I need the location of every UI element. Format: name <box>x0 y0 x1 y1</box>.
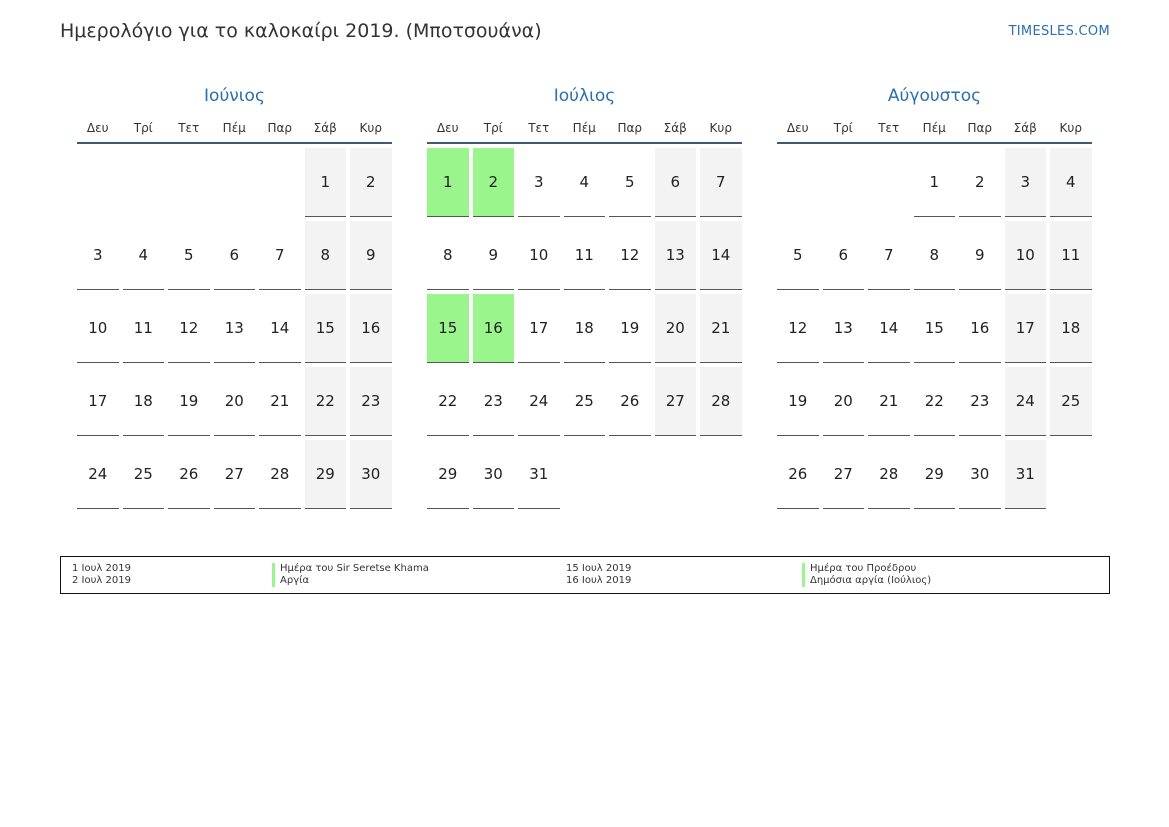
day-cell[interactable]: 9 <box>350 221 392 290</box>
day-cell[interactable]: 26 <box>609 367 651 436</box>
day-cell[interactable]: 31 <box>518 440 560 509</box>
legend-holiday-name: Αργία <box>272 575 429 587</box>
day-grid <box>77 148 392 509</box>
weekday-header <box>427 118 742 138</box>
weekday-label: Σάβ <box>313 121 337 135</box>
month-july <box>427 84 742 509</box>
day-cell[interactable]: 31 <box>1005 440 1047 509</box>
weekday-label: Δευ <box>436 121 459 135</box>
day-cell[interactable]: 17 <box>1005 294 1047 363</box>
day-cell[interactable]: 20 <box>214 367 256 436</box>
weekday-label: Τρί <box>833 121 853 135</box>
weekday-label: Τετ <box>178 121 200 135</box>
month-june <box>77 84 392 509</box>
weekday-label: Τρί <box>133 121 153 135</box>
weekday-label: Κυρ <box>1059 121 1082 135</box>
day-grid <box>777 148 1092 509</box>
day-cell[interactable]: 1 <box>305 148 347 217</box>
day-cell[interactable]: 23 <box>959 367 1001 436</box>
day-cell[interactable]: 10 <box>518 221 560 290</box>
day-cell[interactable]: 27 <box>214 440 256 509</box>
day-cell[interactable]: 25 <box>123 440 165 509</box>
day-cell[interactable]: 10 <box>77 294 119 363</box>
day-cell[interactable]: 12 <box>777 294 819 363</box>
weekday-label: Τετ <box>528 121 550 135</box>
day-cell[interactable]: 8 <box>427 221 469 290</box>
day-cell[interactable]: 23 <box>350 367 392 436</box>
day-cell[interactable]: 7 <box>259 221 301 290</box>
day-cell[interactable]: 3 <box>518 148 560 217</box>
day-cell[interactable]: 6 <box>655 148 697 217</box>
day-cell[interactable]: 16 <box>350 294 392 363</box>
legend-names-right <box>802 563 931 587</box>
day-cell[interactable]: 18 <box>564 294 606 363</box>
weekday-header <box>777 118 1092 138</box>
day-cell[interactable]: 29 <box>427 440 469 509</box>
legend-names-left <box>272 563 429 587</box>
day-cell[interactable]: 28 <box>700 367 742 436</box>
day-cell[interactable]: 15 <box>305 294 347 363</box>
day-cell[interactable]: 21 <box>259 367 301 436</box>
empty-day-cell <box>823 148 865 216</box>
day-cell[interactable]: 19 <box>168 367 210 436</box>
weekday-label: Παρ <box>967 121 993 135</box>
weekday-label: Τετ <box>878 121 900 135</box>
legend-date: 2 Ιουλ 2019 <box>72 575 131 586</box>
day-cell[interactable]: 23 <box>473 367 515 436</box>
day-cell[interactable]: 19 <box>777 367 819 436</box>
day-cell[interactable]: 5 <box>777 221 819 290</box>
day-cell[interactable]: 11 <box>1050 221 1092 290</box>
weekday-label: Πέμ <box>572 121 596 135</box>
day-cell[interactable]: 8 <box>914 221 956 290</box>
legend-dates-left <box>72 563 131 587</box>
day-cell[interactable]: 15 <box>427 294 469 363</box>
day-cell[interactable]: 30 <box>350 440 392 509</box>
legend-dates-right <box>566 563 631 587</box>
day-cell[interactable]: 24 <box>77 440 119 509</box>
day-cell[interactable]: 22 <box>914 367 956 436</box>
day-cell[interactable]: 5 <box>168 221 210 290</box>
legend-holiday-name: Ημέρα του Sir Seretse Khama <box>272 563 429 575</box>
weekday-label: Πέμ <box>222 121 246 135</box>
day-cell[interactable]: 2 <box>959 148 1001 217</box>
day-cell[interactable]: 9 <box>473 221 515 290</box>
day-cell[interactable]: 2 <box>350 148 392 217</box>
day-cell[interactable]: 30 <box>473 440 515 509</box>
day-cell[interactable]: 21 <box>700 294 742 363</box>
day-cell[interactable]: 12 <box>609 221 651 290</box>
day-cell[interactable]: 14 <box>868 294 910 363</box>
day-cell[interactable]: 17 <box>77 367 119 436</box>
day-cell[interactable]: 21 <box>868 367 910 436</box>
day-cell[interactable]: 22 <box>427 367 469 436</box>
day-cell[interactable]: 9 <box>959 221 1001 290</box>
day-cell[interactable]: 25 <box>564 367 606 436</box>
month-august <box>777 84 1092 509</box>
day-cell[interactable]: 7 <box>700 148 742 217</box>
day-cell[interactable]: 27 <box>655 367 697 436</box>
day-cell[interactable]: 4 <box>123 221 165 290</box>
legend-holiday-name: Ημέρα του Προέδρου <box>802 563 931 575</box>
day-cell[interactable]: 20 <box>823 367 865 436</box>
weekday-label: Σάβ <box>663 121 687 135</box>
day-cell[interactable]: 13 <box>655 221 697 290</box>
page-title: Ημερολόγιο για το καλοκαίρι 2019. (Μποτσουάνα) <box>60 20 542 42</box>
day-cell[interactable]: 19 <box>609 294 651 363</box>
legend-date: 16 Ιουλ 2019 <box>566 575 632 586</box>
day-cell[interactable]: 20 <box>655 294 697 363</box>
weekday-label: Δευ <box>786 121 809 135</box>
empty-day-cell <box>168 148 210 216</box>
empty-day-cell <box>777 148 819 216</box>
day-cell[interactable]: 28 <box>259 440 301 509</box>
empty-day-cell <box>868 148 910 216</box>
day-cell[interactable]: 16 <box>959 294 1001 363</box>
day-cell[interactable]: 24 <box>1005 367 1047 436</box>
day-cell[interactable]: 27 <box>823 440 865 509</box>
day-cell[interactable]: 15 <box>914 294 956 363</box>
day-cell[interactable]: 13 <box>214 294 256 363</box>
day-cell[interactable]: 13 <box>823 294 865 363</box>
day-cell[interactable]: 28 <box>868 440 910 509</box>
month-divider <box>77 142 392 144</box>
day-cell[interactable]: 8 <box>305 221 347 290</box>
empty-day-cell <box>259 148 301 216</box>
day-cell[interactable]: 14 <box>700 221 742 290</box>
weekday-label: Κυρ <box>709 121 732 135</box>
day-cell[interactable]: 10 <box>1005 221 1047 290</box>
day-cell[interactable]: 1 <box>427 148 469 217</box>
day-cell[interactable]: 11 <box>564 221 606 290</box>
day-cell[interactable]: 1 <box>914 148 956 217</box>
weekday-label: Σάβ <box>1013 121 1037 135</box>
empty-day-cell <box>123 148 165 216</box>
weekday-header <box>77 118 392 138</box>
day-cell[interactable]: 22 <box>305 367 347 436</box>
day-cell[interactable]: 29 <box>305 440 347 509</box>
month-divider <box>427 142 742 144</box>
empty-day-cell <box>77 148 119 216</box>
month-title: Ιούνιος <box>204 86 265 106</box>
month-title: Ιούλιος <box>553 86 616 106</box>
day-cell[interactable]: 14 <box>259 294 301 363</box>
day-cell[interactable]: 5 <box>609 148 651 217</box>
day-cell[interactable]: 18 <box>1050 294 1092 363</box>
day-cell[interactable]: 25 <box>1050 367 1092 436</box>
day-cell[interactable]: 12 <box>168 294 210 363</box>
weekday-label: Παρ <box>267 121 293 135</box>
day-cell[interactable]: 16 <box>473 294 515 363</box>
day-cell[interactable]: 4 <box>564 148 606 217</box>
day-cell[interactable]: 11 <box>123 294 165 363</box>
day-cell[interactable]: 6 <box>823 221 865 290</box>
day-cell[interactable]: 29 <box>914 440 956 509</box>
legend-date: 15 Ιουλ 2019 <box>566 563 632 574</box>
day-cell[interactable]: 3 <box>77 221 119 290</box>
day-cell[interactable]: 4 <box>1050 148 1092 217</box>
day-cell[interactable]: 24 <box>518 367 560 436</box>
day-cell[interactable]: 30 <box>959 440 1001 509</box>
weekday-label: Κυρ <box>359 121 382 135</box>
month-title: Αύγουστος <box>887 86 982 106</box>
day-cell[interactable]: 2 <box>473 148 515 217</box>
month-divider <box>777 142 1092 144</box>
site-link[interactable]: TIMESLES.COM <box>1008 24 1110 39</box>
day-cell[interactable]: 18 <box>123 367 165 436</box>
day-grid <box>427 148 742 509</box>
day-cell[interactable]: 26 <box>168 440 210 509</box>
day-cell[interactable]: 3 <box>1005 148 1047 217</box>
holiday-legend <box>60 556 1110 594</box>
weekday-label: Πέμ <box>922 121 946 135</box>
weekday-label: Παρ <box>617 121 643 135</box>
legend-holiday-name: Δημόσια αργία (Ιούλιος) <box>802 575 931 587</box>
day-cell[interactable]: 6 <box>214 221 256 290</box>
day-cell[interactable]: 17 <box>518 294 560 363</box>
day-cell[interactable]: 26 <box>777 440 819 509</box>
empty-day-cell <box>214 148 256 216</box>
legend-date: 1 Ιουλ 2019 <box>72 563 131 574</box>
weekday-label: Τρί <box>483 121 503 135</box>
weekday-label: Δευ <box>86 121 109 135</box>
day-cell[interactable]: 7 <box>868 221 910 290</box>
